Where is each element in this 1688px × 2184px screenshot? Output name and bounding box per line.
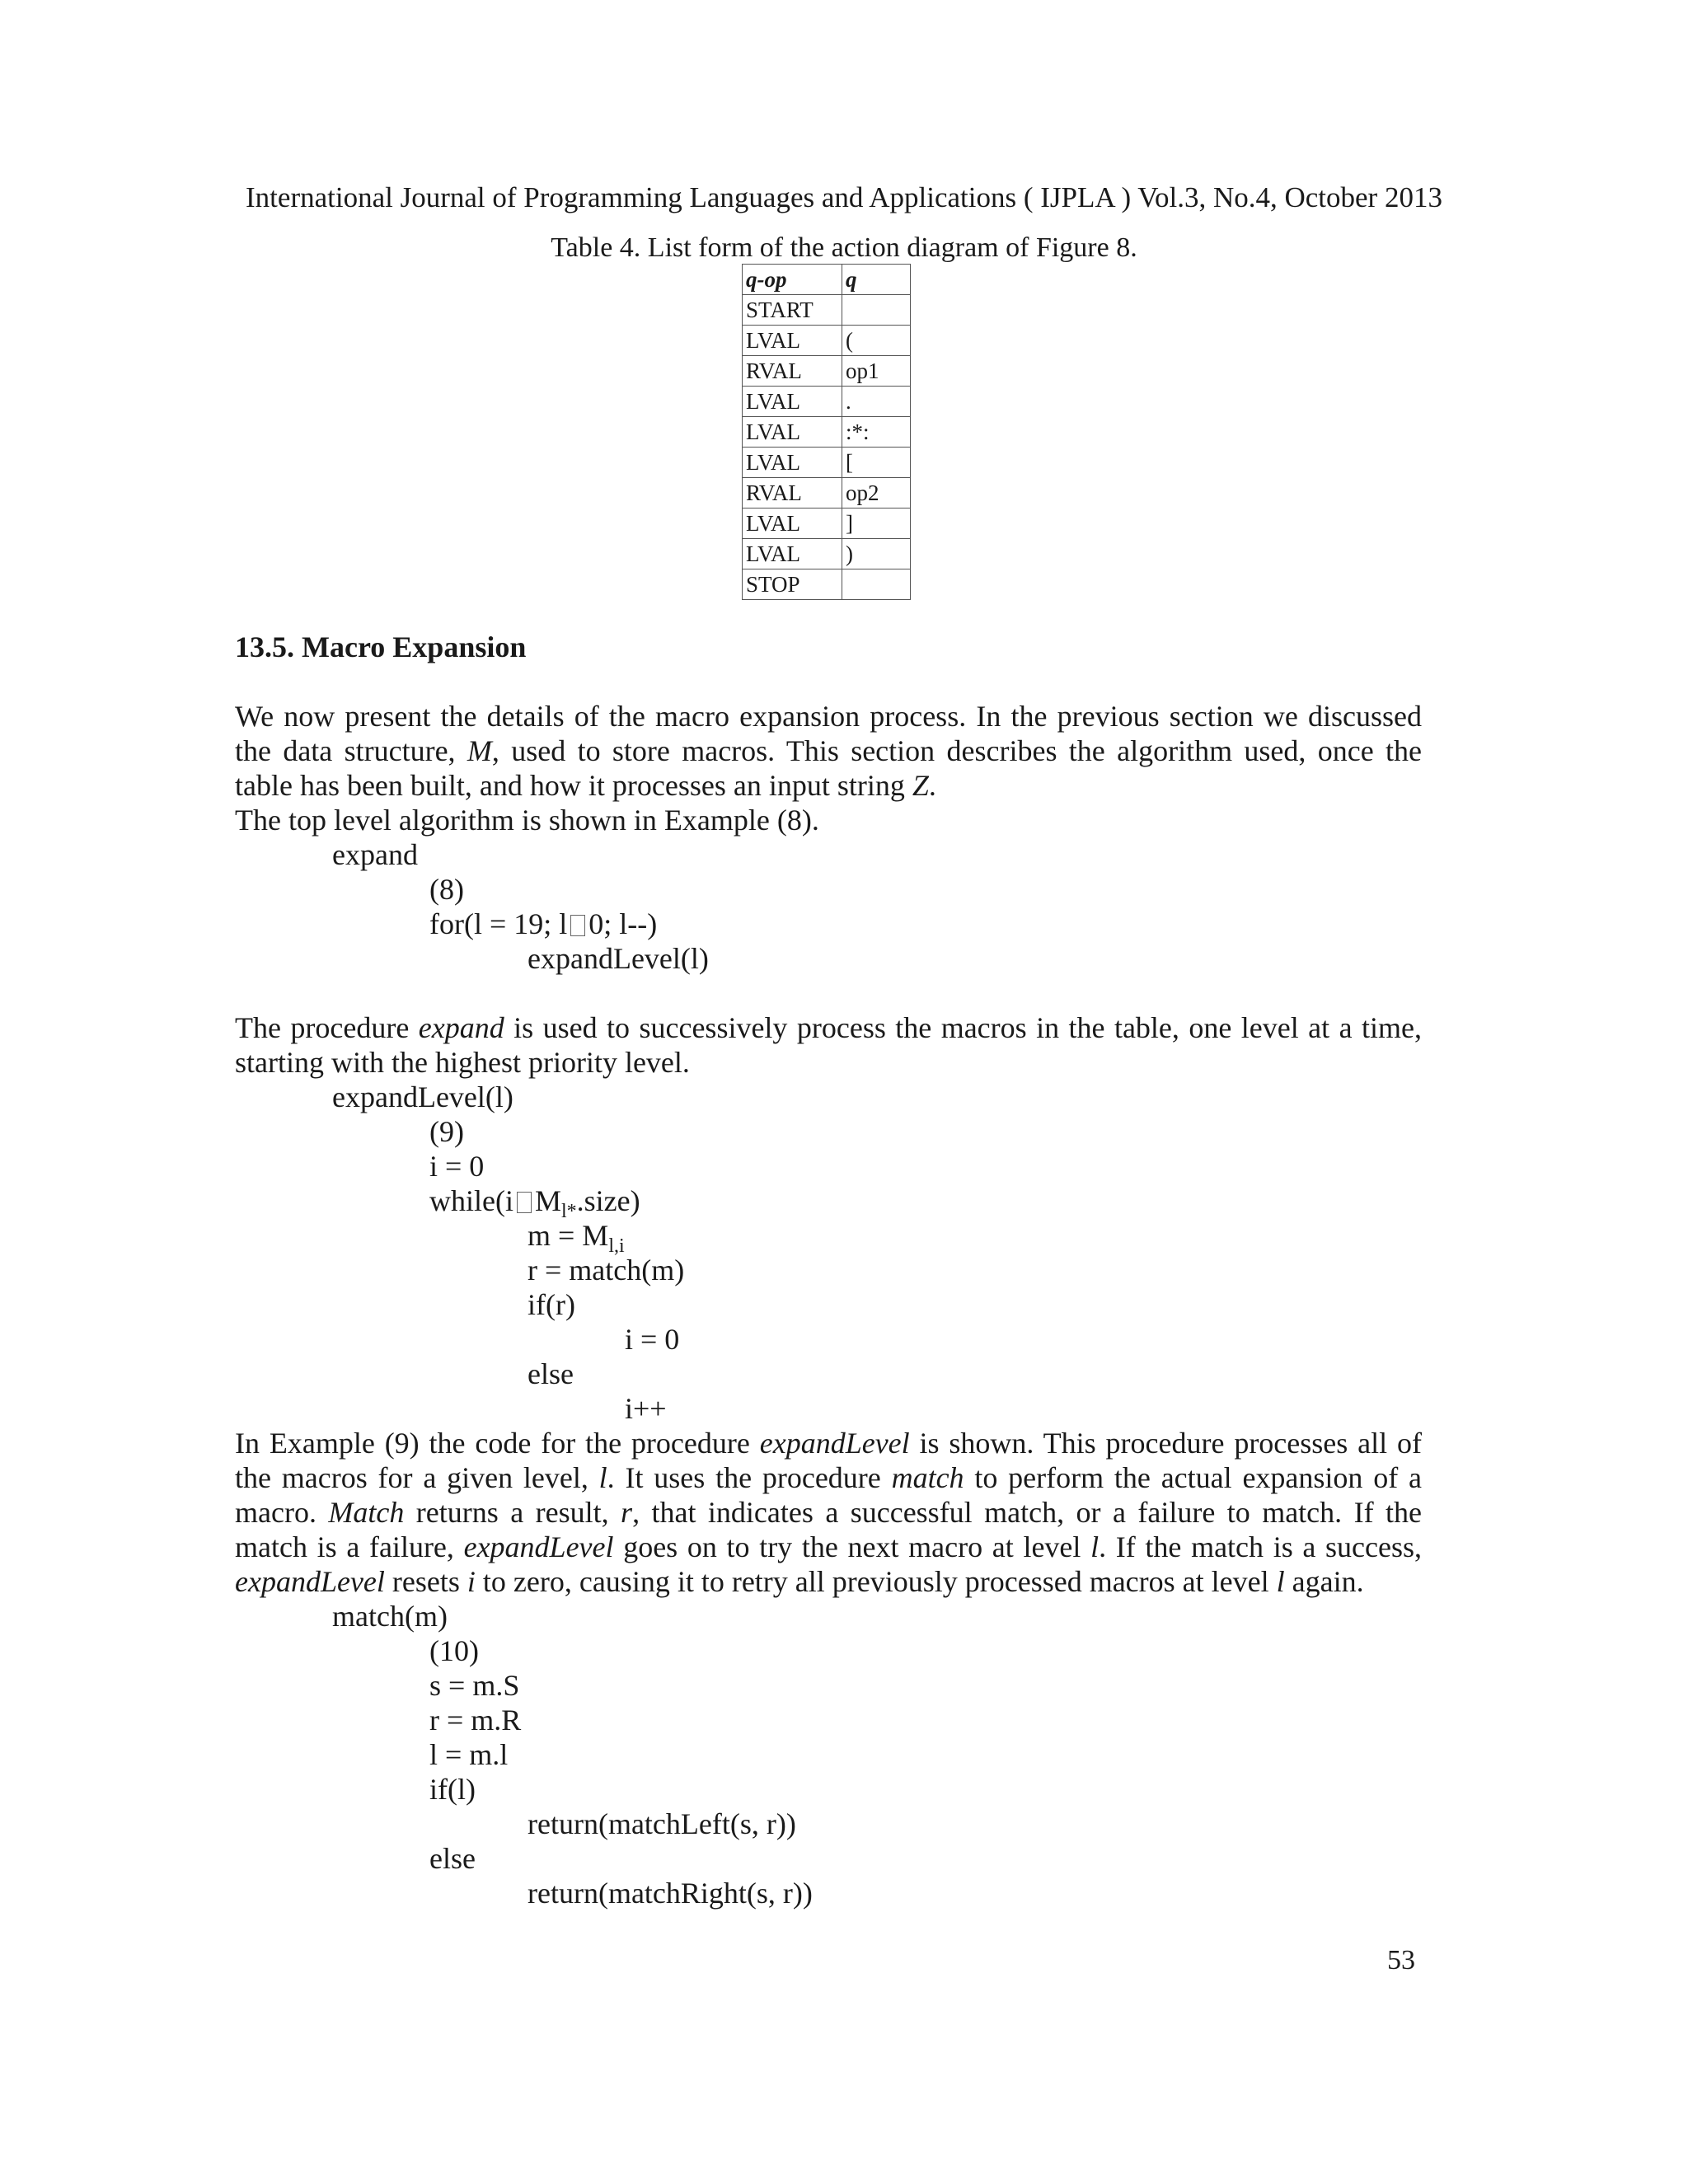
section-heading: 13.5. Macro Expansion: [235, 630, 527, 663]
text-run: expandLevel: [759, 1427, 910, 1460]
table-row: [743, 417, 911, 448]
math-symbol: r: [621, 1496, 633, 1529]
table-cell: ): [842, 539, 911, 569]
text-run: returns a result,: [404, 1496, 621, 1529]
paragraph-line: [235, 1530, 1422, 1564]
subscript: l,i: [608, 1235, 625, 1258]
table-row: [743, 295, 911, 326]
paragraph-line: [235, 803, 1422, 837]
table-cell: LVAL: [743, 387, 842, 417]
code-line: l = m.l: [429, 1738, 509, 1771]
code-line: (9): [429, 1115, 464, 1148]
text-run: In Example (9) the code for the procedure: [235, 1427, 760, 1460]
text-run: macro.: [235, 1496, 329, 1529]
text-run: is used to successively process the macros in the table, one level at a time,: [504, 1011, 1422, 1044]
table-cell: STOP: [743, 569, 842, 600]
code-line: if(r): [528, 1288, 575, 1321]
code-line: [429, 907, 657, 941]
table-header-row: [743, 265, 911, 295]
table-cell: LVAL: [743, 539, 842, 569]
paragraph-line: [235, 768, 1422, 803]
text-run: The top level algorithm is shown in Example (8).: [235, 804, 819, 837]
math-symbol: i: [467, 1565, 476, 1598]
text-run: match is a failure,: [235, 1530, 464, 1563]
missing-glyph-icon: [570, 915, 585, 936]
code-line: s = m.S: [429, 1669, 520, 1702]
paragraph-line: [235, 1010, 1422, 1045]
table-cell: LVAL: [743, 417, 842, 448]
code-line: r = m.R: [429, 1704, 522, 1736]
table-row: [743, 356, 911, 387]
table-cell: (: [842, 326, 911, 356]
code-line: else: [528, 1357, 574, 1390]
table-cell: .: [842, 387, 911, 417]
text-run: 0; l--): [588, 907, 658, 940]
table-row: [743, 539, 911, 569]
code-line: expand: [332, 838, 418, 871]
text-run: match: [891, 1461, 964, 1494]
table-cell: [842, 569, 911, 600]
text-run: .: [928, 769, 936, 802]
text-run: goes on to try the next macro at level: [613, 1530, 1091, 1563]
table-header-cell: q: [842, 265, 911, 295]
code-line: match(m): [332, 1600, 448, 1633]
code-line: expandLevel(l): [528, 942, 709, 975]
text-run: .size): [576, 1184, 640, 1217]
text-run: , used to store macros. This section describes the algorithm used, once the: [491, 734, 1423, 767]
text-run: to perform the actual expansion of a: [964, 1461, 1422, 1494]
page-number: 53: [1387, 1945, 1415, 1975]
text-run: M: [534, 1184, 561, 1217]
text-run: We now present the details of the macro expansion process. In the previous section we discussed: [235, 700, 1422, 733]
text-run: to zero, causing it to retry all previously processed macros at level: [475, 1565, 1277, 1598]
code-line: return(matchRight(s, r)): [528, 1877, 813, 1910]
paragraph-line: [235, 1460, 1422, 1495]
missing-glyph-icon: [517, 1192, 532, 1213]
math-symbol: Z: [912, 769, 929, 802]
table-row: [743, 569, 911, 600]
paragraph-line: [235, 1495, 1422, 1530]
table-row: [743, 448, 911, 478]
text-run: again.: [1284, 1565, 1364, 1598]
text-run: Match: [328, 1496, 405, 1529]
table-row: [743, 387, 911, 417]
action-list-table: [742, 264, 911, 600]
table-caption: Table 4. List form of the action diagram of Figure 8.: [551, 232, 1137, 263]
text-run: m = M: [528, 1219, 609, 1252]
table-cell: [: [842, 448, 911, 478]
table-cell: [842, 295, 911, 326]
table-header-cell: q-op: [743, 265, 842, 295]
text-run: The procedure: [235, 1011, 419, 1044]
journal-header: International Journal of Programming Languages and Applications ( IJPLA ) Vol.3, No.4, October 2013: [246, 181, 1442, 213]
text-run: expand: [418, 1011, 504, 1044]
text-run: starting with the highest priority level.: [235, 1046, 690, 1079]
text-run: for(l = 19; l: [429, 907, 568, 940]
code-line: if(l): [429, 1773, 476, 1806]
code-line: i = 0: [625, 1323, 680, 1356]
text-run: expandLevel: [235, 1565, 385, 1598]
table-row: [743, 478, 911, 509]
code-line: expandLevel(l): [332, 1080, 513, 1113]
math-symbol: l: [598, 1461, 607, 1494]
paragraph-line: [235, 699, 1422, 733]
paragraph-line: [235, 1426, 1422, 1460]
text-run: the macros for a given level,: [235, 1461, 599, 1494]
table-cell: LVAL: [743, 326, 842, 356]
table-row: [743, 326, 911, 356]
text-run: . If the match is a success,: [1099, 1530, 1423, 1563]
table-cell: op2: [842, 478, 911, 509]
code-line: r = match(m): [528, 1254, 685, 1286]
text-run: , that indicates a successful match, or a failure to match. If the: [632, 1496, 1422, 1529]
math-symbol: l: [1090, 1530, 1100, 1563]
table-cell: op1: [842, 356, 911, 387]
table-cell: RVAL: [743, 478, 842, 509]
math-symbol: M: [467, 734, 492, 767]
paragraph-line: [235, 1564, 1422, 1599]
table-cell: ]: [842, 509, 911, 539]
table-cell: :*:: [842, 417, 911, 448]
table-cell: LVAL: [743, 509, 842, 539]
math-symbol: l: [1276, 1565, 1285, 1598]
text-run: is shown. This procedure processes all of: [909, 1427, 1422, 1460]
text-run: . It uses the procedure: [607, 1461, 892, 1494]
table-cell: LVAL: [743, 448, 842, 478]
text-run: table has been built, and how it processes an input string: [235, 769, 912, 802]
table-row: [743, 509, 911, 539]
code-line: (10): [429, 1634, 479, 1667]
paragraph-line: [235, 733, 1422, 768]
code-line: i = 0: [429, 1150, 485, 1183]
paragraph-line: [235, 1045, 1422, 1080]
table-cell: START: [743, 295, 842, 326]
subscript: l*: [561, 1201, 577, 1223]
text-run: while(i: [429, 1184, 513, 1217]
code-line: i++: [625, 1392, 667, 1425]
text-run: the data structure,: [235, 734, 467, 767]
text-run: expandLevel: [463, 1530, 614, 1563]
code-line: return(matchLeft(s, r)): [528, 1807, 796, 1840]
table-cell: RVAL: [743, 356, 842, 387]
code-line: (8): [429, 873, 464, 906]
text-run: resets: [384, 1565, 467, 1598]
code-line: else: [429, 1842, 476, 1875]
